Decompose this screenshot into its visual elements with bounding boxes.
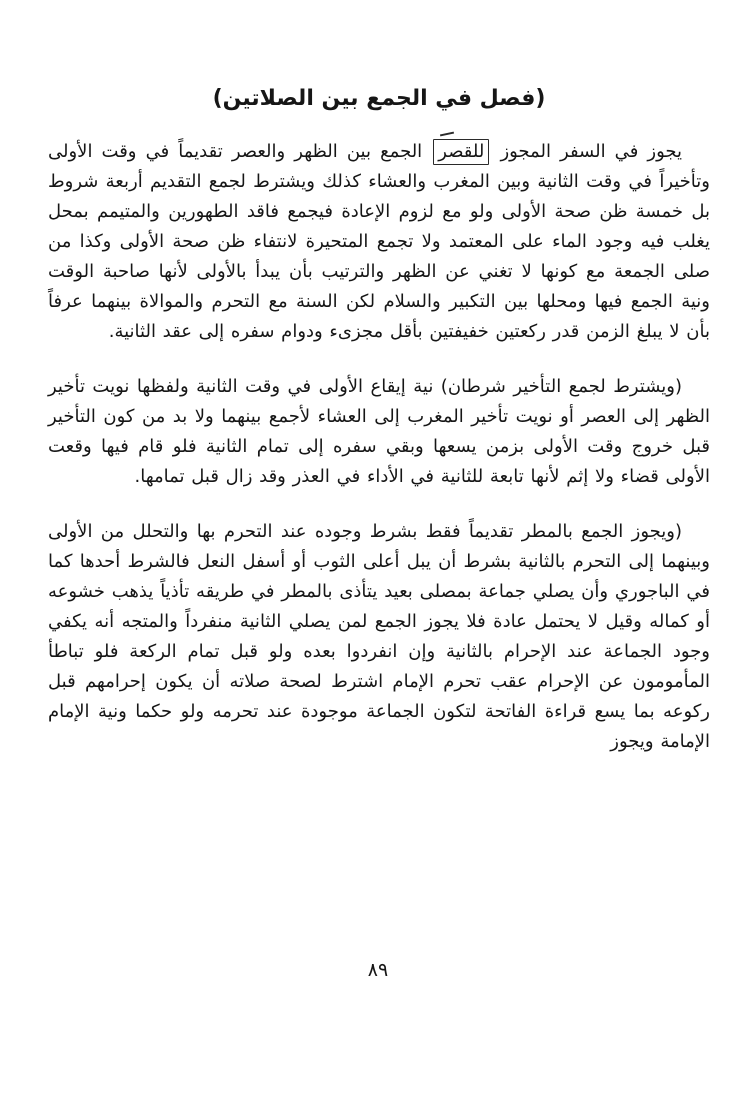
boxed-correction-word: للقصر: [433, 139, 489, 165]
paragraph-1-text-post: الجمع بين الظهر والعصر تقديماً في وقت الأولى وتأخيراً في وقت الثانية وبين المغرب والعشاء كذلك ويشترط لجمع التقديم أربعة شروط بل خمسة ظن صحة الأولى ولو مع لزوم الإعادة فيجمع فاقد الطهورين والمتيمم بمحل يغلب فيه وجود الماء على المعتمد ولا تجمع المتحيرة لانتفاء ظن صحة الأولى وكذا من صلى الجمعة مع كونها لا تغني عن الظهر والترتيب بأن يبدأ بالأولى لأنها صاحبة الوقت ونية الجمع فيها ومحلها بين التكبير والسلام لكن السنة مع التحرم والموالاة بينهما عرفاً بأن لا يبلغ الزمن قدر ركعتين خفيفتين بأقل مجزىء ودوام سفره إلى عقد الثانية.: [48, 141, 710, 342]
paragraph-3: (ويجوز الجمع بالمطر تقديماً فقط بشرط وجوده عند التحرم بها والتحلل من الأولى وبينهما إلى التحرم بالثانية بشرط أن يبل أعلى الثوب أو أسفل النعل فالشرط أحدها كما في الباجوري وأن يصلي جماعة بمصلى بعيد يتأذى بالمطر في طريقه تأذياً يذهب خشوعه أو كماله وقيل لا يحتمل عادة فلا يجوز الجمع لمن يصلي الثانية منفرداً والمتجه أنه يكفي وجود الجماعة عند الإحرام بالثانية وإن انفردوا بعده ولو قبل تمام الركعة فلو تباطأ المأمومون عن الإحرام عقب تحرم الإمام اشترط لصحة صلاته أن يكون إحرامهم قبل ركوعه بما يسع قراءة الفاتحة لتكون الجماعة موجودة عند تحرمه ولو حكما ونية الإمام الإمامة ويجوز: [48, 521, 710, 752]
text-block: [48, 86, 710, 757]
paragraph-1-text-pre: يجوز في السفر المجوز: [491, 141, 682, 162]
paragraph-2: (ويشترط لجمع التأخير شرطان) نية إيقاع الأولى في وقت الثانية ولفظها نويت تأخير الظهر إلى العصر أو نويت تأخير المغرب إلى العشاء لأجمع بينهما ولا بد من كون التأخير قبل خروج وقت الأولى بزمن يسعها وبقي سفره إلى تمام الثانية فلو قام فيها وقعت الأولى قضاء ولا إثم لأنها تابعة للثانية في الأداء في العذر وقد زال قبل تمامها.: [48, 376, 710, 487]
page-number: ٨٩: [367, 959, 389, 981]
section-title: (فصل في الجمع بين الصلاتين): [212, 86, 546, 111]
paragraph-1: [48, 137, 710, 347]
